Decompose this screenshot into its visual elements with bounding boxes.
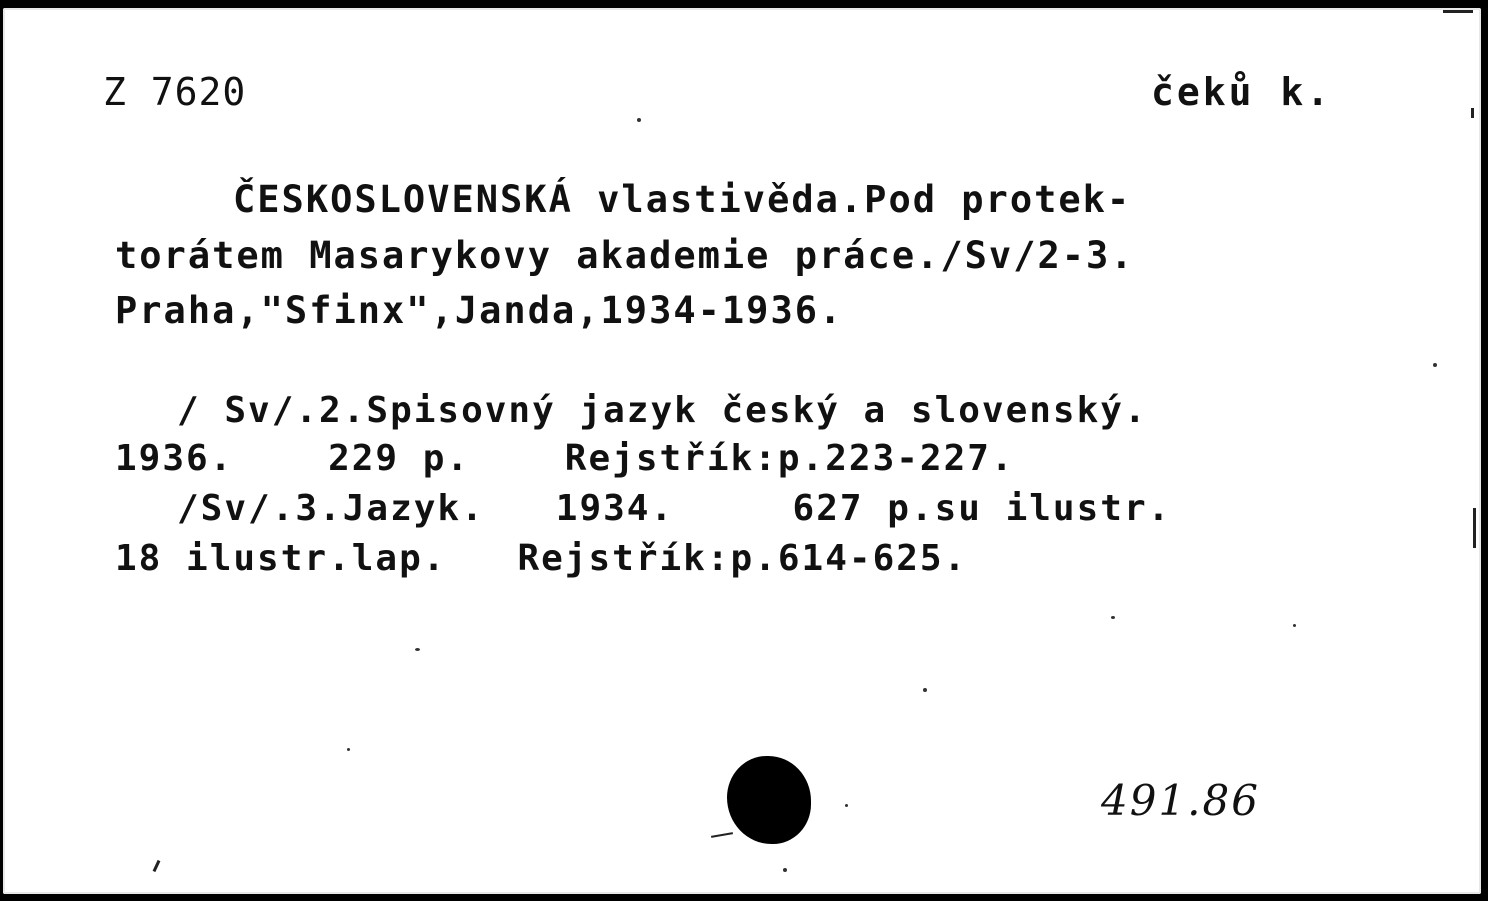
volume-2-line-1: / Sv/.2.Spisovný jazyk český a slovenský. xyxy=(177,390,1148,431)
main-entry-line-3: Praha,"Sfinx",Janda,1934-1936. xyxy=(115,289,844,332)
speck xyxy=(923,688,927,692)
edge-mark xyxy=(1471,108,1474,118)
speck xyxy=(415,648,420,651)
edge-mark xyxy=(1473,508,1476,548)
volume-3-line-1: /Sv/.3.Jazyk. 1934. 627 p.su ilustr. xyxy=(177,488,1172,529)
volume-2-line-2: 1936. 229 p. Rejstřík:p.223-227. xyxy=(115,438,1015,479)
volume-3-line-2: 18 ilustr.lap. Rejstřík:p.614-625. xyxy=(115,538,968,579)
speck xyxy=(845,804,848,807)
call-number: Z 7620 xyxy=(103,70,247,114)
location-code: čeků k. xyxy=(1151,70,1333,114)
edge-mark xyxy=(153,860,161,872)
speck xyxy=(1433,363,1437,367)
catalog-card xyxy=(3,8,1481,894)
edge-mark xyxy=(711,832,733,838)
edge-mark xyxy=(1443,10,1473,13)
handwritten-number: 491.86 xyxy=(1101,776,1260,825)
speck xyxy=(637,118,641,122)
main-entry-line-2: torátem Masarykovy akademie práce./Sv/2-3. xyxy=(115,234,1135,277)
speck xyxy=(1293,624,1296,627)
speck xyxy=(1111,616,1115,619)
punched-hole xyxy=(727,756,811,844)
main-entry-line-1: ČESKOSLOVENSKÁ vlastivěda.Pod protek- xyxy=(233,178,1132,221)
speck xyxy=(783,868,787,872)
speck xyxy=(347,748,350,751)
